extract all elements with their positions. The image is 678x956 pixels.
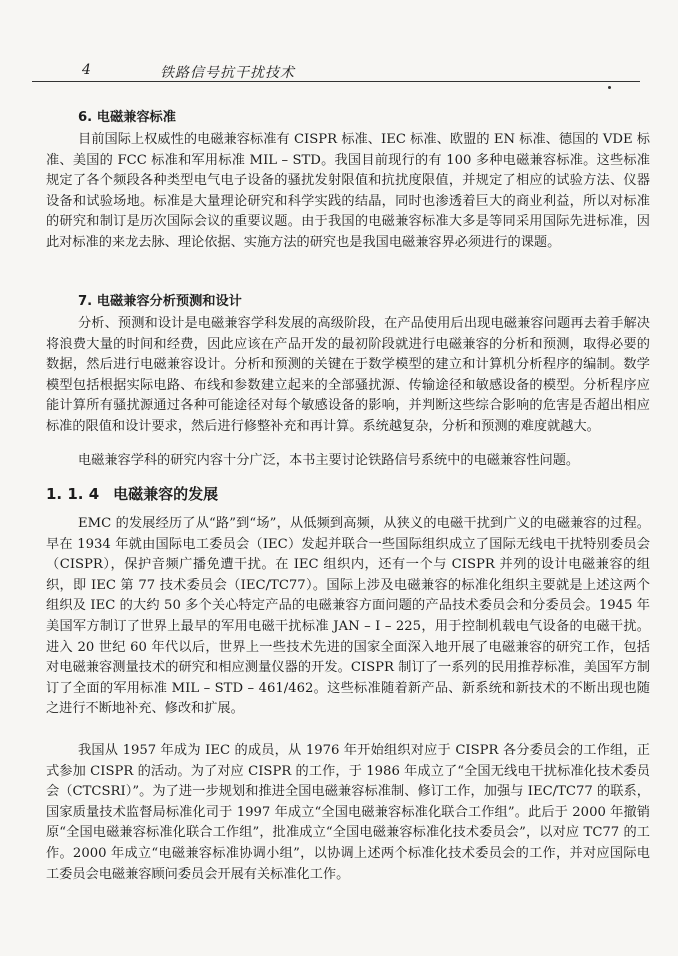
subsection-title: 电磁兼容的发展	[113, 485, 219, 503]
subsection-heading	[46, 483, 218, 504]
section-6-paragraph: 目前国际上权威性的电磁兼容标准有 CISPR 标准、IEC 标准、欧盟的 EN 标准、德国的 VDE 标准、美国的 FCC 标准和军用标准 MIL – STD。我国目前现行的有 100 多种电磁兼容标准。这些标准规定了各个频段各种类型电气电子设备的骚扰发射限值和抗扰度限值，并规定了相应的试验方法、仪器设备和试验场地。标准是大量理论研究和科学实践的结晶，同时也渗透着巨大的商业利益，所以对标准的研究和制订是历次国际会议的重要议题。由于我国的电磁兼容标准大多是等同采用国际先进标准，因此对标准的来龙去脉、理论依据、实施方法的研究也是我国电磁兼容界必须进行的课题。	[46, 132, 650, 250]
development-paragraph-2: 我国从 1957 年成为 IEC 的成员，从 1976 年开始组织对应于 CISPR 各分委员会的工作组，正式参加 CISPR 的活动。为了对应 CISPR 的工作，于 1986 年成立了“全国无线电干扰标准化技术委员会（CTCSRI）”。为了进一步规划和推进全国电磁兼容标准制、修订工作，加强与 IEC/TC77 的联系，国家质量技术监督局标准化司于 1997 年成立“全国电磁兼容标准化联合工作组”。此后于 2000 年撤销原“全国电磁兼容标准化联合工作组”，批准成立“全国电磁兼容标准化技术委员会”，以对应 TC77 的工作。2000 年成立“电磁兼容标准协调小组”，以协调上述两个标准化技术委员会的工作，并对应国际电工委员会电磁兼容顾问委员会开展有关标准化工作。	[46, 743, 650, 882]
running-header	[32, 62, 640, 82]
section-7-heading: 7. 电磁兼容分析预测和设计	[78, 294, 242, 309]
header-rule	[32, 81, 640, 82]
section-6-heading: 6. 电磁兼容标准	[78, 110, 176, 125]
section-7-paragraph: 分析、预测和设计是电磁兼容学科发展的高级阶段，在产品使用后出现电磁兼容问题再去着手解决将浪费大量的时间和经费，因此应该在产品开发的最初阶段就进行电磁兼容的分析和预测，取得必要的数据，然后进行电磁兼容设计。分析和预测的关键在于数学模型的建立和计算机分析程序的编制。数学模型包括根据实际电路、布线和参数建立起来的全部骚扰源、传输途径和敏感设备的模型。分析程序应能计算所有骚扰源通过各种可能途径对每个敏感设备的影响，并判断这些综合影响的危害是否超出相应标准的限值和设计要求，然后进行修整补充和再计算。系统越复杂，分析和预测的难度就越大。	[46, 316, 650, 434]
margin-dot	[608, 86, 611, 89]
development-paragraph-1: EMC 的发展经历了从“路”到“场”，从低频到高频，从狭义的电磁干扰到广义的电磁兼容的过程。早在 1934 年就由国际电工委员会（IEC）发起并联合一些国际组织成立了国际无线电干扰特别委员会（CISPR），保护音频广播免遭干扰。在 IEC 组织内，还有一个与 CISPR 并列的设计电磁兼容的组织，即 IEC 第 77 技术委员会（IEC/TC77）。国际上涉及电磁兼容的标准化组织主要就是上述这两个组织及 IEC 的大约 50 多个关心特定产品的电磁兼容方面问题的产品技术委员会和分委员会。1945 年美国军方制订了世界上最早的军用电磁干扰标准 JAN – I – 225，用于控制机载电气设备的电磁干扰。进入 20 世纪 60 年代以后，世界上一些技术先进的国家全面深入地开展了电磁兼容的研究工作，包括对电磁兼容测量技术的研究和相应测量仪器的开发。CISPR 制订了一系列的民用推荐标准，美国军方制订了全面的军用标准 MIL – STD – 461/462。这些标准随着新产品、新系统和新技术的不断出现也随之进行不断地补充、修改和扩展。	[46, 516, 650, 717]
page-number: 4	[82, 62, 91, 78]
subsection-number: 1. 1. 4	[46, 485, 100, 503]
book-title: 铁路信号抗干扰技术	[160, 65, 295, 81]
section-7-closing: 电磁兼容学科的研究内容十分广泛，本书主要讨论铁路信号系统中的电磁兼容性问题。	[78, 453, 580, 468]
